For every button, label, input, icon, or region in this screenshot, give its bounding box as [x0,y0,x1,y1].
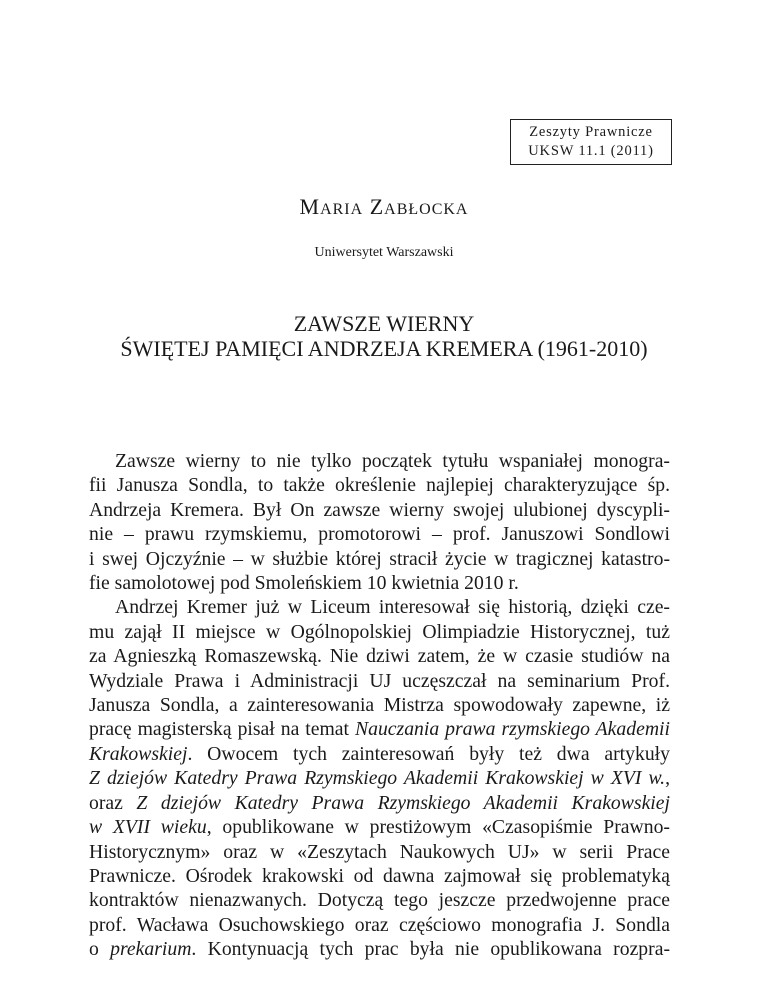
body-text-run: o [89,938,111,961]
body-line: kontraktów nienazwanych. Dotyczą tego jeszcze przedwojenne prace [89,889,670,912]
journal-info-box [510,119,672,165]
author-first-initial: M [299,194,321,219]
body-text-run: . Kontynuacją tych prac była nie opublikowana rozpra- [191,938,670,961]
author-last-initial: Z [369,194,385,219]
italic-title-run: Nauczania prawa rzymskiego Akademii [354,718,670,741]
body-line [89,742,670,766]
body-line [89,766,670,790]
body-line: Andrzeja Kremera. Był On zawsze wierny swojej ulubionej dyscypli- [89,498,670,521]
body-line: nie – prawu rzymskiemu, promotorowi – prof. Januszowi Sondlowi [89,523,670,546]
body-line: mu zajął II miejsce w Ogólnopolskiej Olimpiadzie Historycznej, tuż [89,620,670,643]
body-line [89,717,670,741]
body-line: fie samolotowej pod Smoleńskiem 10 kwietnia 2010 r. [89,572,519,595]
article-body [89,449,670,962]
body-line [89,937,670,961]
italic-title-run: Z dziejów Katedry Prawa Rzymskiego Akademii Krakowskiej w XVI w. [89,767,666,790]
author-first-rest: ARIA [320,201,364,218]
article-title [0,311,768,361]
journal-issue: UKSW 11.1 (2011) [528,143,654,159]
body-line: Historycznym» oraz w «Zeszytach Naukowych UJ» w serii Prace [89,840,670,863]
italic-term-run: prekarium [110,938,192,961]
body-line: i swej Ojczyźnie – w służbie której stracił życie w tragicznej katastro- [89,547,670,570]
author-name [0,194,768,220]
italic-title-run: Krakowskiej [89,742,188,765]
title-line-2: ŚWIĘTEJ PAMIĘCI ANDRZEJA KREMERA (1961-2010) [120,336,648,361]
journal-name: Zeszyty Prawnicze [529,124,653,140]
body-text-run: . Owocem tych zainteresowań były też dwa artykuły [187,742,670,765]
author-last-rest: ABŁOCKA [384,201,469,218]
body-text-run: oraz [89,791,137,814]
body-text-run: , opublikowane w prestiżowym «Czasopiśmie Prawno- [206,816,670,839]
italic-title-run: Z dziejów Katedry Prawa Rzymskiego Akademii Krakowskiej [136,791,670,814]
body-line: prof. Wacława Osuchowskiego oraz częściowo monografia J. Sondla [89,913,670,936]
title-line-1: ZAWSZE WIERNY [293,311,475,336]
italic-title-run: w XVII wieku [89,816,207,839]
body-line: Wydziale Prawa i Administracji UJ uczęszczał na seminarium Prof. [89,669,670,692]
body-line [89,815,670,839]
body-line: Andrzej Kremer już w Liceum interesował się historią, dzięki cze- [115,596,670,619]
author-affiliation: Uniwersytet Warszawski [314,245,454,260]
body-line: Janusza Sondla, a zainteresowania Mistrza spowodowały zapewne, iż [89,694,670,717]
body-line: Prawnicze. Ośrodek krakowski od dawna zajmował się problematyką [89,864,670,887]
body-line: fii Janusza Sondla, to także określenie najlepiej charakteryzujące śp. [89,474,670,497]
body-text-run: , [665,767,670,790]
body-line: Zawsze wierny to nie tylko początek tytułu wspaniałej monogra- [115,450,670,472]
body-line [89,791,670,815]
body-line: za Agnieszką Romaszewską. Nie dziwi zatem, że w czasie studiów na [89,645,670,668]
body-text-run: pracę magisterską pisał na temat [89,718,355,741]
